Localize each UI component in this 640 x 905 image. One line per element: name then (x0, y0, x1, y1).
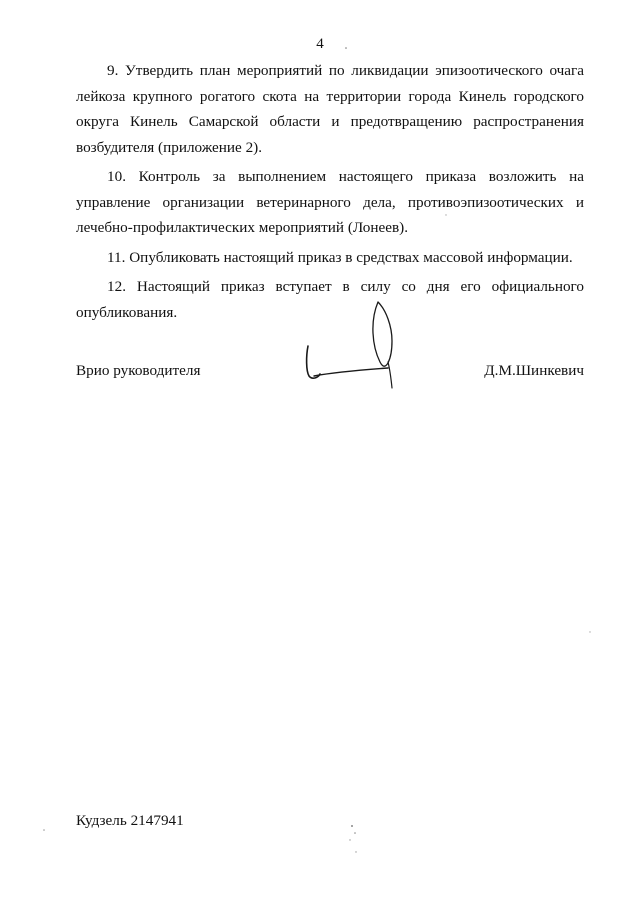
paragraph-12: 12. Настоящий приказ вступает в силу со дня его официального опубликования. (76, 278, 584, 321)
paragraph-11: 11. Опубликовать настоящий приказ в средствах массовой информации. (107, 248, 573, 266)
document-body (76, 58, 584, 329)
signatory-name: Д.М.Шинкевич (484, 362, 584, 379)
handwritten-signature (300, 296, 410, 396)
executor-note: Кудзель 2147941 (76, 812, 184, 829)
page-number: 4 (316, 36, 324, 52)
signatory-role: Врио руководителя (76, 362, 201, 379)
paragraph-10: 10. Контроль за выполнением настоящего приказа возложить на управление организации ветеринарного дела, противоэпизоотических и лечебно-профилактических мероприятий (Лонеев). (76, 168, 584, 236)
paragraph-9: 9. Утвердить план мероприятий по ликвидации эпизоотического очага лейкоза крупного рогатого скота на территории города Кинель городского округа Кинель Самарской области и предотвращению распространения возбудителя (приложение 2). (76, 62, 584, 156)
